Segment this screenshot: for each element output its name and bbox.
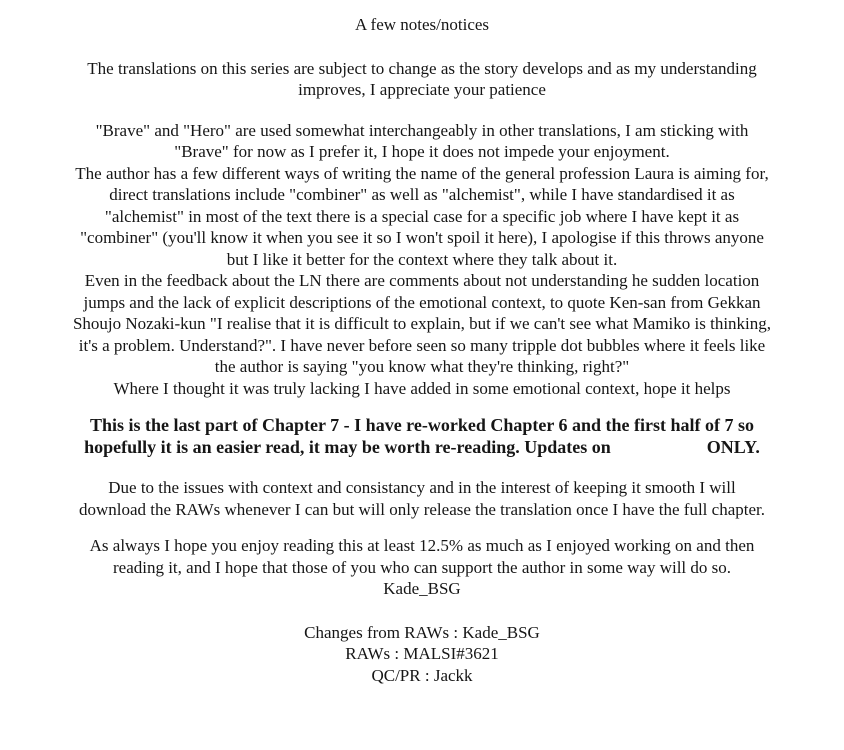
credit-line-changes: Changes from RAWs : Kade_BSG bbox=[304, 622, 540, 642]
text-line-with-gap bbox=[12, 436, 832, 458]
thanks-paragraph bbox=[12, 535, 832, 600]
text-line: Shoujo Nozaki-kun "I realise that it is difficult to explain, but if we can't see what Mamiko is thinking, bbox=[72, 314, 772, 333]
text-line: The translations on this series are subject to change as the story develops and as my understanding bbox=[87, 58, 757, 78]
text-line: it's a problem. Understand?". I have never before seen so many tripple dot bubbles where it feels like bbox=[78, 335, 766, 355]
credit-line-qc: QC/PR : Jackk bbox=[371, 665, 473, 685]
text-line: The author has a few different ways of writing the name of the general profession Laura is aiming for, bbox=[75, 163, 769, 183]
text-line: As always I hope you enjoy reading this at least 12.5% as much as I enjoyed working on and then bbox=[89, 536, 755, 555]
update-line-suffix: ONLY. bbox=[706, 437, 760, 457]
text-line: reading it, and I hope that those of you who can support the author in some way will do so. bbox=[112, 557, 732, 577]
update-announcement bbox=[12, 414, 832, 458]
update-line-prefix: hopefully it is an easier read, it may be worth re-reading. Updates on bbox=[84, 437, 611, 457]
notes-paragraph bbox=[12, 120, 832, 400]
text-line: Due to the issues with context and consistancy and in the interest of keeping it smooth I will bbox=[108, 478, 736, 497]
text-line: This is the last part of Chapter 7 - I have re-worked Chapter 6 and the first half of 7 so bbox=[90, 415, 754, 435]
text-line: direct translations include "combiner" as well as "alchemist", while I have standardised it as bbox=[109, 185, 735, 204]
credit-line-raws: RAWs : MALSI#3621 bbox=[345, 644, 499, 663]
text-line: "alchemist" in most of the text there is a special case for a specific job where I have kept it as bbox=[104, 206, 740, 226]
page-title-block bbox=[12, 14, 832, 36]
text-line: download the RAWs whenever I can but will only release the translation once I have the full chapter. bbox=[79, 499, 765, 519]
text-line: the author is saying "you know what they're thinking, right?" bbox=[214, 357, 630, 376]
text-line: jumps and the lack of explicit descriptions of the emotional context, to quote Ken-san from Gekkan bbox=[83, 292, 761, 312]
text-line: but I like it better for the context where they talk about it. bbox=[226, 249, 618, 269]
credits bbox=[12, 622, 832, 687]
page-title: A few notes/notices bbox=[354, 15, 490, 34]
intro-paragraph bbox=[12, 58, 832, 101]
release-policy-paragraph bbox=[12, 477, 832, 520]
text-line: Where I thought it was truly lacking I have added in some emotional context, hope it helps bbox=[113, 378, 731, 398]
text-line: "Brave" and "Hero" are used somewhat interchangeably in other translations, I am sticking with bbox=[95, 120, 749, 140]
translator-signature: Kade_BSG bbox=[383, 579, 461, 598]
text-line: "Brave" for now as I prefer it, I hope it does not impede your enjoyment. bbox=[174, 142, 670, 161]
text-line: improves, I appreciate your patience bbox=[298, 80, 546, 99]
text-line: "combiner" (you'll know it when you see it so I won't spoil it here), I apologise if this throws anyone bbox=[80, 228, 764, 247]
text-line: Even in the feedback about the LN there are comments about not understanding he sudden location bbox=[84, 271, 760, 290]
